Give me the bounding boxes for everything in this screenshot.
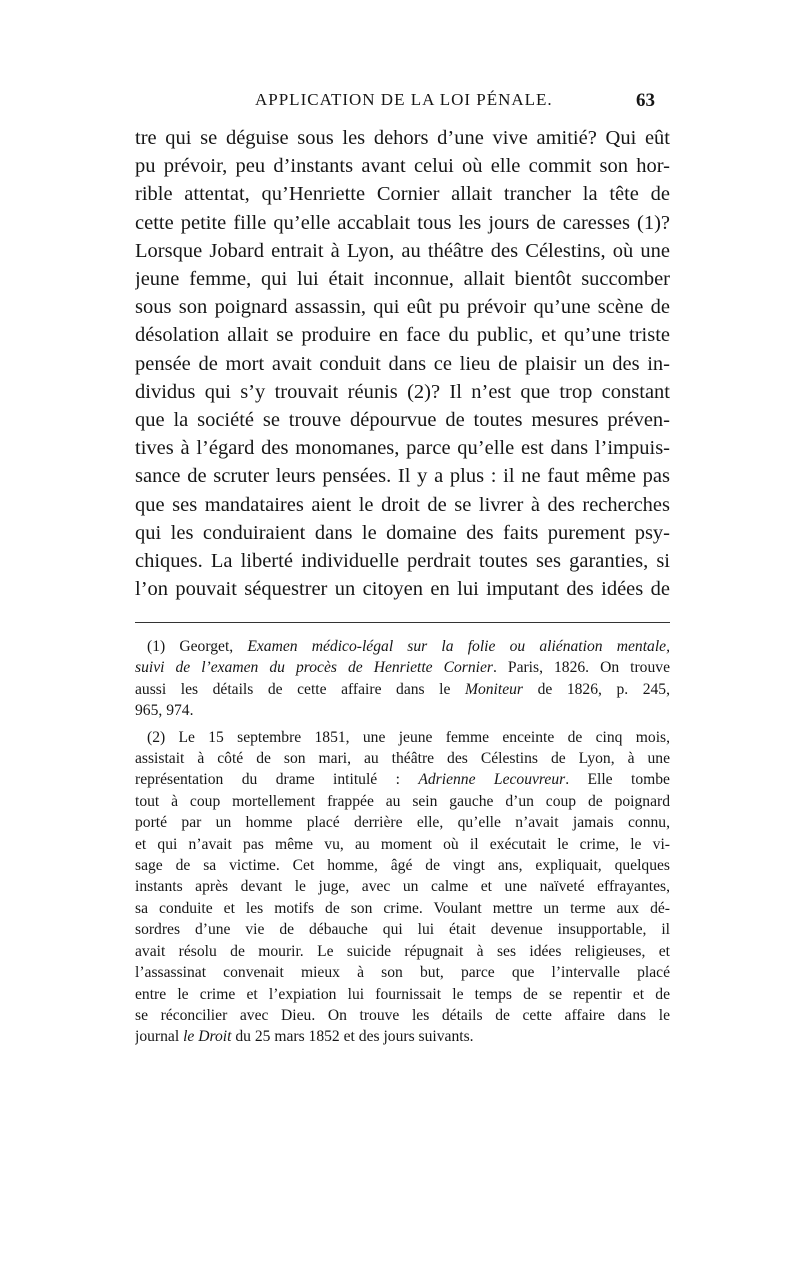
footnote-text: journal (135, 1028, 184, 1046)
footnote-2 (135, 727, 670, 1048)
journal-title: Moniteur (464, 680, 524, 698)
footnote-line: sordres d’une vie de débauche qui lui était devenue insupportable, il (135, 921, 670, 939)
footnote-text: représentation du drame intitulé : (135, 771, 419, 789)
footnote-line: tout à coup mortellement frappée au sein gauche d’un coup de poignard (135, 792, 670, 810)
main-text (135, 124, 670, 603)
footnote-separator (135, 622, 670, 623)
book-title: suivi de l’examen du procès de Henriette Cornier (135, 659, 493, 677)
text-line: désolation allait se produire en face du public, et qu’une triste (135, 324, 670, 347)
footnote-line: sa conduite et les motifs de son crime. Voulant mettre un terme aux dé- (135, 899, 670, 917)
running-title: APPLICATION DE LA LOI PÉNALE. (255, 90, 553, 109)
footnote-line: et qui n’avait pas même vu, au moment où il exécutait le crime, le vi- (135, 835, 670, 853)
footnote-line: l’assassinat convenait mieux à son but, parce que l’intervalle placé (135, 964, 670, 982)
footnotes (135, 636, 670, 1048)
text-line: tives à l’égard des monomanes, parce qu’elle est dans l’impuis- (135, 437, 670, 460)
play-title: Adrienne Lecouvreur (418, 771, 566, 789)
text-line: l’on pouvait séquestrer un citoyen en lui imputant des idées de (135, 578, 670, 601)
text-line: Lorsque Jobard entrait à Lyon, au théâtre des Célestins, où une (135, 239, 670, 262)
footnote-line: avait résolu de mourir. Le suicide répugnait à ses idées religieuses, et (135, 942, 670, 960)
page-number: 63 (636, 90, 655, 111)
footnote-line: 965, 974. (135, 702, 194, 720)
text-line: sance de scruter leurs pensées. Il y a plus : il ne faut même pas (135, 465, 670, 488)
text-line: pensée de mort avait conduit dans ce lieu de plaisir un des in- (135, 352, 670, 375)
footnote-line (135, 657, 670, 678)
footnote-text: de 1826, p. 245, (523, 680, 670, 698)
text-line: pu prévoir, peu d’instants avant celui où elle commit son hor- (135, 155, 670, 178)
text-line: dividus qui s’y trouvait réunis (2)? Il n’est que trop constant (135, 380, 670, 403)
text-line: jeune femme, qui lui était inconnue, allait bientôt succomber (135, 268, 670, 291)
book-title: Examen médico-légal sur la folie ou aliénation mentale, (247, 638, 670, 655)
footnote-text: du 25 mars 1852 et des jours suivants. (231, 1028, 474, 1046)
text-line: rible attentat, qu’Henriette Cornier allait trancher la tête de (135, 183, 670, 206)
footnote-text: (1) Georget, (147, 638, 248, 655)
footnote-line: entre le crime et l’expiation lui fournissait le temps de se repentir et de (135, 985, 670, 1003)
page-header (135, 90, 655, 116)
footnote-line: se réconcilier avec Dieu. On trouve les détails de cette affaire dans le (135, 1006, 670, 1024)
footnote-1 (135, 636, 670, 722)
text-line: que la société se trouve dépourvue de toutes mesures préven- (135, 409, 670, 432)
footnote-line (135, 636, 670, 657)
text-line: qui les conduiraient dans le domaine des faits purement psy- (135, 521, 670, 544)
text-line: sous son poignard assassin, qui eût pu prévoir qu’une scène de (135, 296, 670, 319)
text-line: tre qui se déguise sous les dehors d’une vive amitié? Qui eût (135, 127, 670, 149)
footnote-text: . Elle tombe (565, 771, 670, 789)
footnote-line: porté par un homme placé derrière elle, qu’elle n’avait jamais connu, (135, 814, 670, 832)
footnote-line (135, 679, 670, 700)
text-line: que ses mandataires aient le droit de se livrer à des recherches (135, 493, 670, 516)
text-line: chiques. La liberté individuelle perdrait toutes ses garanties, si (135, 550, 670, 573)
text-line: cette petite fille qu’elle accablait tous les jours de caresses (1)? (135, 211, 670, 234)
footnote-text: . Paris, 1826. On trouve (492, 659, 670, 677)
footnote-line: sage de sa victime. Cet homme, âgé de vingt ans, expliquait, quelques (135, 857, 670, 875)
journal-title: le Droit (183, 1028, 232, 1046)
footnote-line: instants après devant le juge, avec un calme et une naïveté effrayantes, (135, 878, 670, 896)
footnote-line: assistait à côté de son mari, au théâtre des Célestins de Lyon, à une (135, 750, 670, 768)
footnote-line (135, 769, 670, 790)
footnote-line: (2) Le 15 septembre 1851, une jeune femme enceinte de cinq mois, (147, 728, 670, 746)
footnote-line (135, 1026, 670, 1047)
footnote-text: aussi les détails de cette affaire dans le (135, 680, 465, 698)
